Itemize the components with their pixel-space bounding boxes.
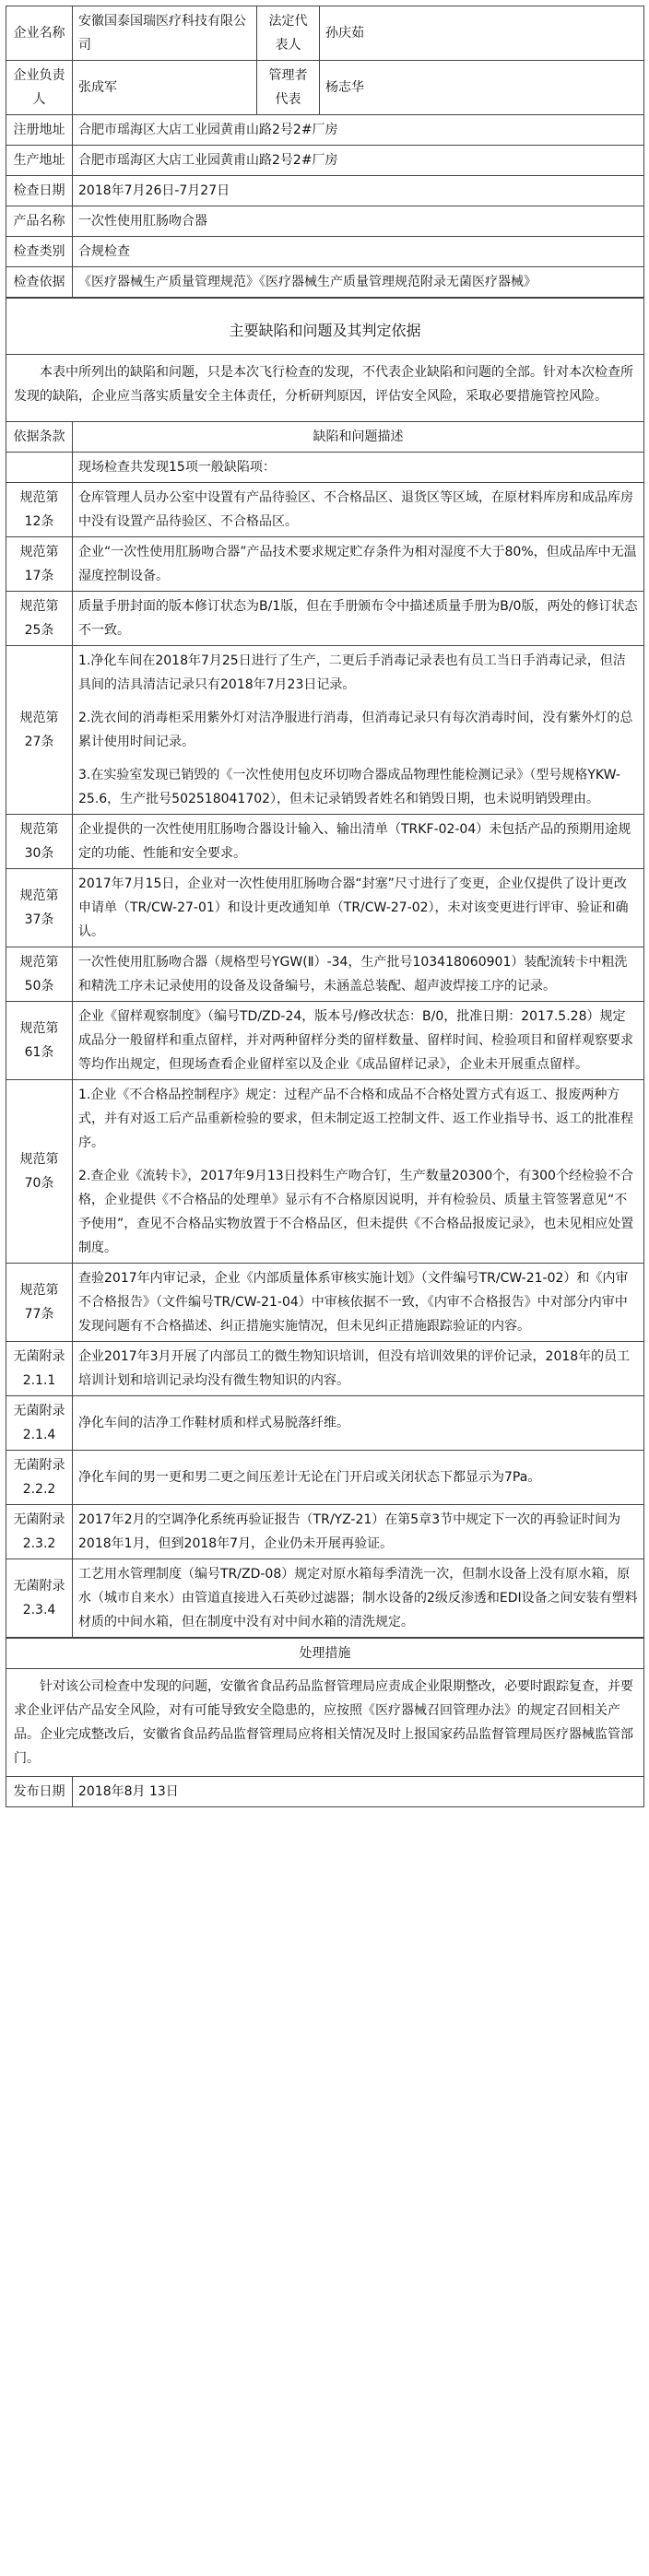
basis-label: 检查依据 — [6, 267, 73, 298]
legal-rep-value: 孙庆茹 — [320, 6, 644, 61]
defect-paragraph: 工艺用水管理制度（编号TR/ZD-08）规定对原水箱每季清洗一次，但制水设备上没有原水箱，原水（城市自来水）由管道直接进入石英砂过滤器；制水设备的2级反渗透和EDI设备之间安装有塑料材质的中间水箱，但在制度中没有对中间水箱的清洗规定。 — [78, 1567, 638, 1629]
defect-basis: 无菌附录2.3.4 — [6, 1559, 73, 1638]
defect-description — [73, 1264, 644, 1342]
measures-table — [6, 1638, 644, 1807]
inspection-report — [6, 6, 643, 1807]
defect-rows — [6, 483, 644, 1638]
defect-basis: 无菌附录2.2.2 — [6, 1451, 73, 1505]
defect-paragraph: 企业提供的一次性使用肛肠吻合器设计输入、输出清单（TRKF-02-04）未包括产品的预期用途规定的功能、性能和安全要求。 — [78, 822, 631, 861]
defect-paragraph: 3.在实验室发现已销毁的《一次性使用包皮环切吻合器成品物理性能检测记录》（型号规格YKW-25.6，生产批号502518041702），但未记录销毁者姓名和销毁日期，也未说明销毁理由。 — [78, 768, 620, 806]
defect-basis: 规范第70条 — [6, 1080, 73, 1264]
defect-row — [6, 1264, 644, 1342]
defect-basis: 规范第37条 — [6, 869, 73, 947]
measures-text: 针对该公司检查中发现的问题，安徽省食品药品监督管理局应责成企业限期整改，必要时跟踪复查，并要求企业评估产品安全风险，对有可能导致安全隐患的，应按照《医疗器械召回管理办法》的规定召回相关产品。企业完成整改后，安徽省食品药品监督管理局应将相关情况及时上报国家药品监督管理局医疗器械监管部门。 — [6, 1669, 644, 1777]
company-name-value: 安徽国泰国瑞医疗科技有限公司 — [73, 6, 257, 61]
defect-basis: 无菌附录2.1.1 — [6, 1342, 73, 1396]
prod-address-value: 合肥市瑶海区大店工业园黄甫山路2号2#厂房 — [73, 146, 644, 176]
defect-row — [6, 1342, 644, 1396]
defect-description — [73, 483, 644, 537]
defect-basis: 规范第77条 — [6, 1264, 73, 1342]
defect-row — [6, 1505, 644, 1559]
defect-description — [73, 646, 644, 815]
defect-row — [6, 537, 644, 592]
defect-row — [6, 1559, 644, 1638]
defect-paragraph: 净化车间的男一更和男二更之间压差计无论在门开启或关闭状态下都显示为7Pa。 — [78, 1470, 541, 1485]
company-info-table — [6, 6, 644, 298]
defect-paragraph: 1.企业《不合格品控制程序》规定：过程产品不合格和成品不合格处置方式有返工、报废两种方式，并有对返工后产品重新检验的要求，但未制定返工控制文件、返工作业指导书、返工的批准程序。 — [78, 1088, 633, 1150]
defect-paragraph: 1.净化车间在2018年7月25日进行了生产，二更后手消毒记录表也有员工当日手消毒记录，但洁具间的洁具清洁记录只有2018年7月23日记录。 — [78, 653, 626, 692]
defect-description — [73, 869, 644, 947]
defect-basis: 规范第17条 — [6, 537, 73, 592]
defect-description — [73, 947, 644, 1002]
product-value: 一次性使用肛肠吻合器 — [73, 206, 644, 237]
defects-section-title: 主要缺陷和问题及其判定依据 — [6, 299, 644, 355]
reg-address-value: 合肥市瑶海区大店工业园黄甫山路2号2#厂房 — [73, 115, 644, 146]
defect-basis: 规范第30条 — [6, 815, 73, 869]
defect-row — [6, 869, 644, 947]
col-desc-header: 缺陷和问题描述 — [73, 422, 644, 453]
date-label: 检查日期 — [6, 176, 73, 206]
mgmt-rep-value: 杨志华 — [320, 61, 644, 115]
principal-label: 企业负责人 — [6, 61, 73, 115]
defects-intro: 本表中所列出的缺陷和问题，只是本次飞行检查的发现，不代表企业缺陷和问题的全部。针对本次检查所发现的缺陷，企业应当落实质量安全主体责任，分析研判原因，评估安全风险，采取必要措施管控风险。 — [6, 355, 644, 422]
legal-rep-label: 法定代表人 — [257, 6, 320, 61]
company-name-label: 企业名称 — [6, 6, 73, 61]
defect-row — [6, 815, 644, 869]
product-label: 产品名称 — [6, 206, 73, 237]
defect-basis: 规范第25条 — [6, 592, 73, 646]
defect-row — [6, 947, 644, 1002]
defects-summary: 现场检查共发现15项一般缺陷项： — [73, 453, 644, 483]
measures-title: 处理措施 — [6, 1639, 644, 1669]
defect-paragraph: 企业“一次性使用肛肠吻合器”产品技术要求规定贮存条件为相对湿度不大于80%，但成品库中无温湿度控制设备。 — [78, 545, 637, 583]
category-label: 检查类别 — [6, 237, 73, 267]
defect-description — [73, 592, 644, 646]
defect-basis: 规范第61条 — [6, 1002, 73, 1080]
defect-paragraph: 仓库管理人员办公室中设置有产品待验区、不合格品区、退货区等区域，在原材料库房和成品库房中没有设置产品待验区、不合格品区。 — [78, 490, 633, 529]
defect-paragraph: 一次性使用肛肠吻合器（规格型号YGW(Ⅱ）-34，生产批号103418060901）装配流转卡中粗洗和精洗工序未记录使用的设备及设备编号，未涵盖总装配、超声波焊接工序的记录。 — [78, 955, 628, 994]
defect-basis: 规范第12条 — [6, 483, 73, 537]
reg-address-label: 注册地址 — [6, 115, 73, 146]
defect-row — [6, 483, 644, 537]
col-basis-header: 依据条款 — [6, 422, 73, 453]
defect-paragraph: 净化车间的洁净工作鞋材质和样式易脱落纤维。 — [78, 1416, 349, 1430]
publish-date-value: 2018年8月 13日 — [73, 1777, 644, 1807]
principal-value: 张成军 — [73, 61, 257, 115]
defects-table — [6, 298, 644, 1638]
category-value: 合规检查 — [73, 237, 644, 267]
mgmt-rep-label: 管理者代表 — [257, 61, 320, 115]
defect-description — [73, 1080, 644, 1264]
publish-date-label: 发布日期 — [6, 1777, 73, 1807]
defect-paragraph: 企业《留样观察制度》（编号TD/ZD-24，版本号/修改状态：B/0，批准日期：2017.5.28）规定成品分一般留样和重点留样，并对两种留样分类的留样数量、留样时间、检验项目和留样观察要求等均作出规定，但现场查看企业留样室以及企业《成品留样记录》，企业未开展重点留样。 — [78, 1009, 633, 1072]
defect-row — [6, 592, 644, 646]
defect-paragraph: 企业2017年3月开展了内部员工的微生物知识培训，但没有培训效果的评价记录，2018年的员工培训计划和培训记录均没有微生物知识的内容。 — [78, 1349, 631, 1388]
defect-description — [73, 815, 644, 869]
defect-row — [6, 1002, 644, 1080]
defect-description — [73, 1342, 644, 1396]
defect-description — [73, 1505, 644, 1559]
defect-row — [6, 1396, 644, 1451]
defect-description — [73, 537, 644, 592]
defect-paragraph: 2017年7月15日，企业对一次性使用肛肠吻合器“封塞”尺寸进行了变更，企业仅提供了设计更改申请单（TR/CW-27-01）和设计更改通知单（TR/CW-27-02），未对该变更进行评审、验证和确认。 — [78, 876, 629, 939]
defect-row — [6, 1451, 644, 1505]
defect-paragraph: 质量手册封面的版本修订状态为B/1版，但在手册颁布令中描述质量手册为B/0版，两处的修订状态不一致。 — [78, 599, 638, 638]
defect-basis: 规范第50条 — [6, 947, 73, 1002]
defect-description — [73, 1002, 644, 1080]
defect-basis: 无菌附录2.1.4 — [6, 1396, 73, 1451]
defect-paragraph: 2017年2月的空调净化系统再验证报告（TR/YZ-21）在第5章3节中规定下一次的再验证时间为2018年1月，但到2018年7月，企业仍未开展再验证。 — [78, 1512, 621, 1551]
prod-address-label: 生产地址 — [6, 146, 73, 176]
defect-row — [6, 646, 644, 815]
date-value: 2018年7月26日-7月27日 — [73, 176, 644, 206]
defect-basis: 规范第27条 — [6, 646, 73, 815]
defect-paragraph: 2.洗衣间的消毒柜采用紫外灯对洁净服进行消毒，但消毒记录只有每次消毒时间，没有紫外灯的总累计使用时间记录。 — [78, 711, 633, 749]
summary-blank-cell — [6, 453, 73, 483]
defect-paragraph: 2.查企业《流转卡》，2017年9月13日投料生产吻合钉，生产数量20300个，有300个经检验不合格，企业提供《不合格品的处理单》显示有不合格原因说明，并有检验员、质量主管签署意见“不予使用”，查见不合格品实物放置于不合格品区，但未提供《不合格品报废记录》，也未见相应处置制度。 — [78, 1169, 634, 1255]
defect-row — [6, 1080, 644, 1264]
defect-description — [73, 1451, 644, 1505]
defect-description — [73, 1559, 644, 1638]
defect-description — [73, 1396, 644, 1451]
defect-paragraph: 查验2017年内审记录，企业《内部质量体系审核实施计划》（文件编号TR/CW-21-02）和《内审不合格报告》（文件编号TR/CW-21-04）中审核依据不一致，《内审不合格报告》中对部分内审中发现问题有不合格描述、纠正措施实施情况，但未见纠正措施跟踪验证的内容。 — [78, 1271, 629, 1334]
defect-basis: 无菌附录2.3.2 — [6, 1505, 73, 1559]
basis-value: 《医疗器械生产质量管理规范》《医疗器械生产质量管理规范附录无菌医疗器械》 — [73, 267, 644, 298]
